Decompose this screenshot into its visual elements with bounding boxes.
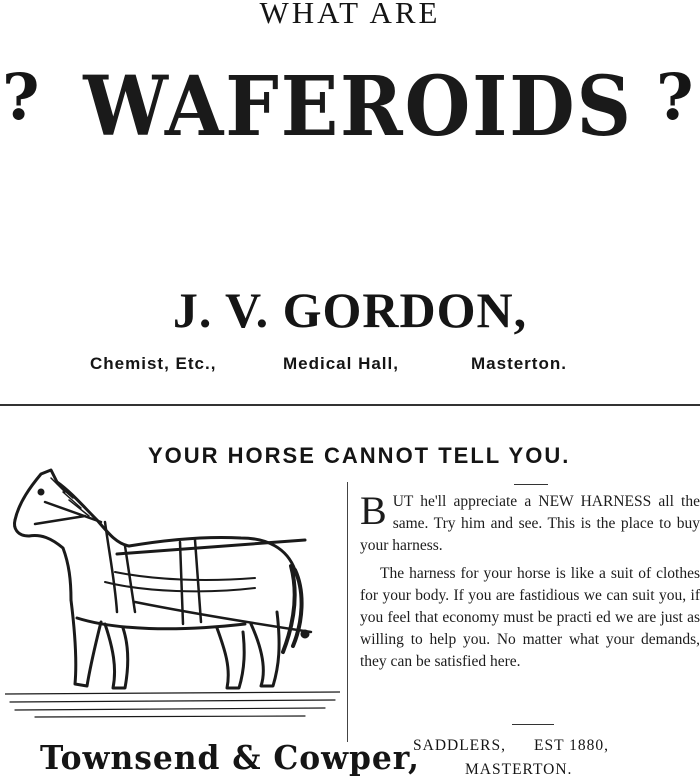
firm-trade: SADDLERS, bbox=[413, 737, 506, 754]
merchant-name: J. V. GORDON, bbox=[172, 282, 528, 338]
brand-name: WAFEROIDS bbox=[83, 59, 633, 155]
ornamental-dash-lower bbox=[512, 724, 554, 725]
address-town: Masterton. bbox=[471, 354, 567, 373]
advert-headline: WHAT ARE bbox=[259, 0, 441, 30]
harnessed-horse-illustration bbox=[5, 462, 340, 734]
copy-paragraph-1 bbox=[360, 488, 700, 557]
firm-established: EST 1880, bbox=[534, 737, 610, 754]
section-divider bbox=[0, 404, 700, 406]
firm-town: MASTERTON. bbox=[465, 761, 573, 778]
ornamental-dash bbox=[514, 484, 548, 485]
copy-paragraph-1-text: UT he'll appreciate a NEW HARNESS all the same. Try him and see. This is the place to buy your harness. bbox=[360, 493, 700, 554]
question-mark-left: ? bbox=[2, 60, 40, 135]
copy-paragraph-2: The harness for your horse is like a suit of clothes for your body. If you are fastidious we can suit you, if you feel that economy must be practi ed we are just as willing to help you. No matter what your demands, they can be satisfied here. bbox=[360, 565, 700, 670]
harness-ad-heading: YOUR HORSE CANNOT TELL YOU. bbox=[148, 443, 571, 468]
harness-ad-copy bbox=[360, 488, 700, 673]
drop-cap: B bbox=[360, 488, 387, 533]
address-shop: Medical Hall, bbox=[283, 354, 399, 373]
address-trade: Chemist, Etc., bbox=[90, 354, 217, 373]
column-rule bbox=[347, 482, 348, 742]
question-mark-right: ? bbox=[656, 60, 694, 135]
firm-name: Townsend & Cowper, bbox=[40, 738, 420, 777]
